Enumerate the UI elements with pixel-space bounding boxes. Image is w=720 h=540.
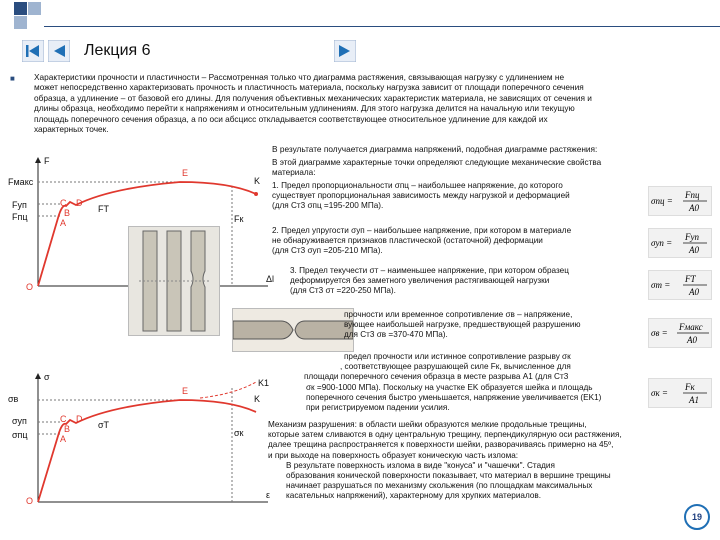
formula-yield — [648, 270, 712, 300]
intro-line: площадь поперечного сечения образца, а по оси абсцисс откладывается соответствующее относительное удлинение для каждой их — [34, 113, 548, 124]
svg-text:A1: A1 — [689, 395, 699, 405]
d1-pt-c: C — [60, 198, 67, 208]
d2-pt-d: D — [76, 414, 83, 424]
next-slide-button[interactable] — [334, 40, 356, 62]
intro-line: может непосредственно характеризовать прочность и пластичность материала, поскольку нагрузка зависит от площади поперечного сечения — [34, 82, 584, 93]
formula-ultimate — [648, 318, 712, 348]
d1-origin: O — [26, 282, 34, 292]
previous-slide-icon — [48, 40, 70, 62]
d1-pt-a: A — [60, 218, 67, 228]
props-intro: В этой диаграмме характерные точки определяют следующие механические свойства материала: — [272, 158, 602, 178]
prop-3: 3. Предел текучести σт – наименьшее напряжение, при котором образец деформируется без заметного увеличения растягивающей нагрузки (для Ст3 σт =220-250 МПа). — [290, 266, 569, 296]
d2-pt-b: B — [64, 424, 71, 434]
intro-line: характерных точек. — [34, 124, 109, 135]
stress-curve — [38, 400, 256, 502]
d2-pt-a: A — [60, 434, 67, 444]
svg-text:Fпц: Fпц — [685, 190, 700, 200]
svg-text:σт =: σт = — [651, 280, 671, 290]
d2-s-k: σк — [234, 428, 244, 438]
d2-s-v: σв — [8, 394, 19, 404]
d2-pt-c: C — [60, 414, 67, 424]
d2-s-t: σТ — [98, 420, 110, 430]
formula-elasticity — [648, 228, 712, 258]
d2-axis-x: ε — [266, 490, 271, 500]
formula-true-stress — [648, 378, 712, 408]
d1-axis-y: F — [44, 156, 50, 166]
next-slide-icon — [334, 40, 356, 62]
intro-line: длины образца, необходимо перейти к напряжениям и относительным удлинениям. Для этого нагрузка делится на начальную или текущую — [34, 103, 575, 114]
intro-line: образца, а удлинение – от базовой его длины. Для получения объективных механических характеристик материала, не зависящих от сечения и — [34, 92, 592, 103]
stress-diagram — [0, 368, 275, 518]
svg-text:A0: A0 — [687, 335, 697, 345]
intro-paragraph — [34, 72, 714, 134]
previous-slide-button[interactable] — [48, 40, 70, 62]
d1-f-up: Fуп — [12, 200, 27, 210]
svg-text:Fмакс: Fмакс — [679, 322, 703, 332]
bullet-icon: ■ — [10, 74, 15, 83]
first-slide-icon — [22, 40, 44, 62]
prop-5: предел прочности или истинное сопротивление разрыву σк , соответствующее разрушающей силе Fк, вычисленное для площади поперечного сечения образца в месте разрыва A1 (для Ст3 σк =900-1000 МПа). Поскольку на участке EK образуется шейка и площадь поперечного сечения быстро уменьшается, напряжение увеличивается (EK1) при регистрируемом падении усилия. — [304, 352, 602, 413]
true-stress-curve — [200, 382, 256, 398]
svg-text:σпц =: σпц = — [651, 196, 673, 206]
header-rule — [44, 26, 720, 27]
header-square-3 — [14, 16, 27, 29]
svg-text:A0: A0 — [689, 245, 699, 255]
svg-text:A0: A0 — [689, 287, 699, 297]
d2-s-up: σуп — [12, 416, 27, 426]
svg-text:σв =: σв = — [651, 328, 668, 338]
svg-text:Fк: Fк — [685, 382, 695, 392]
d1-f-max: Fмакс — [8, 177, 34, 187]
d2-origin: O — [26, 496, 34, 506]
svg-text:σк =: σк = — [651, 388, 668, 398]
mechanism-text: Механизм разрушения: в области шейки образуются мелкие продольные трещины, которые затем сливаются в одну центральную трещину, перпендикулярную оси растяжения, далее трещина распространяется к поверхности шейки, разворачиваясь примерно на 45º, и при выходе на поверхность образует коническую часть излома: В результате поверхность излома в виде "конуса" и "чашечки". Стадия образования конической поверхности показывает, что материал в вершине трещины начинает разрушаться по механизму скольжения (по площадкам максимальных касательных напряжений), характерному для хрупких материалов. — [268, 420, 622, 501]
d2-pt-k1: K1 — [258, 378, 270, 388]
header-square-1 — [14, 2, 27, 15]
d1-f-t: FТ — [98, 204, 109, 214]
header-square-2 — [28, 2, 41, 15]
intro-result: В результате получается диаграмма напряжений, подобная диаграмме растяжения: — [272, 144, 598, 154]
d1-f-pc: Fпц — [12, 212, 28, 222]
first-slide-button[interactable] — [22, 40, 44, 62]
fracture-photo — [232, 308, 354, 352]
formula-proportionality — [648, 186, 712, 216]
d1-pt-k: K — [254, 176, 261, 186]
page-number: 19 — [684, 504, 710, 530]
svg-text:σуп =: σуп = — [651, 238, 673, 248]
d2-s-pc: σпц — [12, 430, 28, 440]
prop-2: 2. Предел упругости σуп – наибольшее напряжение, при котором в материале не обнаруживается признаков пластической (остаточной) деформации (для Ст3 σуп =205-210 МПа). — [272, 226, 572, 256]
prop-1: 1. Предел пропорциональности σпц – наибольшее напряжение, до которого существует пропорциональная зависимость между нагрузкой и деформацией (для Ст3 σпц =195-200 МПа). — [272, 181, 570, 211]
intro-line: Характеристики прочности и пластичности – Рассмотренная только что диаграмма растяжения, связывающая нагрузку с удлинением не — [34, 72, 565, 82]
prop-4: прочности или временное сопротивление σв – напряжение, вующее наибольшей нагрузке, предшествующей разрушению для Ст3 σв =370-470 МПа). — [344, 310, 581, 340]
d1-f-k: Fк — [234, 214, 244, 224]
d2-pt-e: E — [182, 386, 189, 396]
svg-text:A0: A0 — [689, 203, 699, 213]
d1-axis-x: Δl — [266, 274, 275, 284]
svg-text:FТ: FТ — [685, 274, 696, 284]
d1-pt-d: D — [76, 198, 83, 208]
d1-pt-b: B — [64, 208, 71, 218]
d1-pt-e: E — [182, 168, 189, 178]
specimen-photo — [128, 226, 220, 336]
d2-axis-y: σ — [44, 372, 50, 382]
svg-text:Fуп: Fуп — [685, 232, 699, 242]
slide-title: Лекция 6 — [84, 42, 151, 59]
d2-pt-k: K — [254, 394, 261, 404]
